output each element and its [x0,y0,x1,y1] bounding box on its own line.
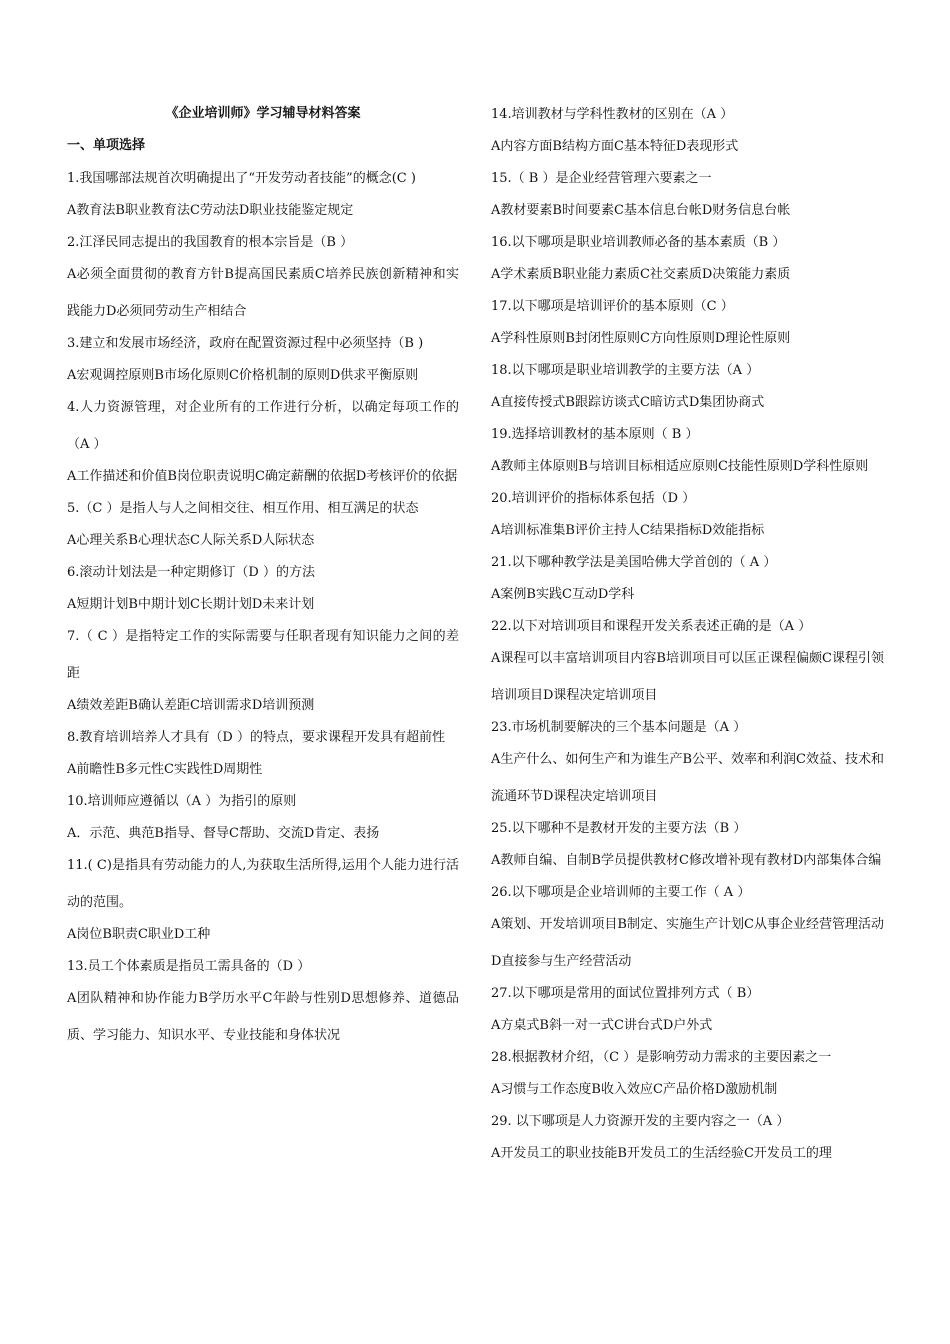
document-title: 《企业培训师》学习辅导材料答案 [165,106,361,121]
question-line: A．示范、典范B指导、督导C帮助、交流D肯定、表扬 [67,825,380,841]
question-line: 13.员工个体素质是指员工需具备的（D ） [67,958,311,974]
question-line: 1.我国哪部法规首次明确提出了“开发劳动者技能”的概念(C ) [67,170,416,186]
question-line: A学科性原则B封闭性原则C方向性原则D理论性原则 [491,330,791,346]
question-line: 28.根据教材介绍，（C ）是影响劳动力需求的主要因素之一 [491,1049,832,1065]
question-line: A教材要素B时间要素C基本信息台帐D财务信息台帐 [491,202,791,218]
question-line: 8.教育培训培养人才具有（D ）的特点，要求课程开发具有超前性 [67,729,445,745]
question-line: A案例B实践C互动D学科 [491,586,635,602]
question-line: 14.培训教材与学科性教材的区别在（A ） [491,106,734,122]
section-heading: 一、单项选择 [67,138,146,153]
question-line: 20.培训评价的指标体系包括（D ） [491,490,696,506]
question-line: 3.建立和发展市场经济，政府在配置资源过程中必须坚持（B ) [67,335,424,351]
question-line: 6.滚动计划法是一种定期修订（D ）的方法 [67,564,315,580]
question-line: 21.以下哪种教学法是美国哈佛大学首创的（ A ） [491,554,777,570]
question-line: 22.以下对培训项目和课程开发关系表述正确的是（A ） [491,618,812,634]
question-line: A团队精神和协作能力B学历水平C年龄与性别D思想修养、道德品质、学习能力、知识水平、专业技能和身体状况 [67,990,459,1043]
question-line: A绩效差距B确认差距C培训需求D培训预测 [67,697,315,713]
question-line: 10.培训师应遵循以（A ）为指引的原则 [67,793,297,809]
question-line: 27.以下哪项是常用的面试位置排列方式（ B） [491,985,760,1001]
question-line: 19.选择培训教材的基本原则（ B ） [491,426,699,442]
question-line: 18.以下哪项是职业培训教学的主要方法（A ） [491,362,760,378]
question-line: A必须全面贯彻的教育方针B提高国民素质C培养民族创新精神和实践能力D必须同劳动生产相结合 [67,266,459,319]
question-line: 5.（C ）是指人与人之间相交往、相互作用、相互满足的状态 [67,500,419,516]
question-line: A教师自编、自制B学员提供教材C修改增补现有教材D内部集体合编 [491,852,882,868]
question-line: A开发员工的职业技能B开发员工的生活经验C开发员工的理 [491,1145,832,1161]
right-column [491,102,884,1173]
question-line: 17.以下哪项是培训评价的基本原则（C ） [491,298,734,314]
question-line: 15.（ B ）是企业经营管理六要素之一 [491,170,712,186]
left-column [67,102,459,1055]
question-line: A生产什么、如何生产和为谁生产B公平、效率和利润C效益、技术和流通环节D课程决定培训项目 [491,751,884,804]
question-line: A培训标准集B评价主持人C结果指标D效能指标 [491,522,765,538]
question-line: 26.以下哪项是企业培训师的主要工作（ A ） [491,884,751,900]
question-line: A宏观调控原则B市场化原则C价格机制的原则D供求平衡原则 [67,367,419,383]
question-line: A方桌式B斜一对一式C讲台式D户外式 [491,1017,713,1033]
question-line: A教师主体原则B与培训目标相适应原则C技能性原则D学科性原则 [491,458,869,474]
question-line: 25.以下哪种不是教材开发的主要方法（B ） [491,820,747,836]
question-line: 16.以下哪项是职业培训教师必备的基本素质（B ） [491,234,786,250]
question-line: A策划、开发培训项目B制定、实施生产计划C从事企业经营管理活动D直接参与生产经营活动 [491,916,884,969]
question-line: A学术素质B职业能力素质C社交素质D决策能力素质 [491,266,791,282]
question-line: A直接传授式B跟踪访谈式C暗访式D集团协商式 [491,394,765,410]
question-line: A内容方面B结构方面C基本特征D表现形式 [491,138,739,154]
question-line: 29. 以下哪项是人力资源开发的主要内容之一（A ） [491,1113,790,1129]
question-line: A短期计划B中期计划C长期计划D未来计划 [67,596,315,612]
question-line: A教育法B职业教育法C劳动法D职业技能鉴定规定 [67,202,354,218]
question-line: A工作描述和价值B岗位职责说明C确定薪酬的依据D考核评价的依据 [67,468,458,484]
question-line: A习惯与工作态度B收入效应C产品价格D激励机制 [491,1081,778,1097]
question-line: 2.江泽民同志提出的我国教育的根本宗旨是（B ） [67,234,354,250]
question-line: A课程可以丰富培训项目内容B培训项目可以匡正课程偏颇C课程引领培训项目D课程决定培训项目 [491,650,884,703]
question-line: 11.( C)是指具有劳动能力的人,为获取生活所得,运用个人能力进行活动的范围。 [67,857,459,910]
question-line: 7.（ C ）是指特定工作的实际需要与任职者现有知识能力之间的差距 [67,628,459,681]
question-line: 23.市场机制要解决的三个基本问题是（A ） [491,719,747,735]
question-line: 4.人力资源管理，对企业所有的工作进行分析，以确定每项工作的（A ） [67,399,459,452]
question-line: A前瞻性B多元性C实践性D周期性 [67,761,263,777]
question-line: A心理关系B心理状态C人际关系D人际状态 [67,532,315,548]
question-line: A岗位B职责C职业D工种 [67,926,211,942]
